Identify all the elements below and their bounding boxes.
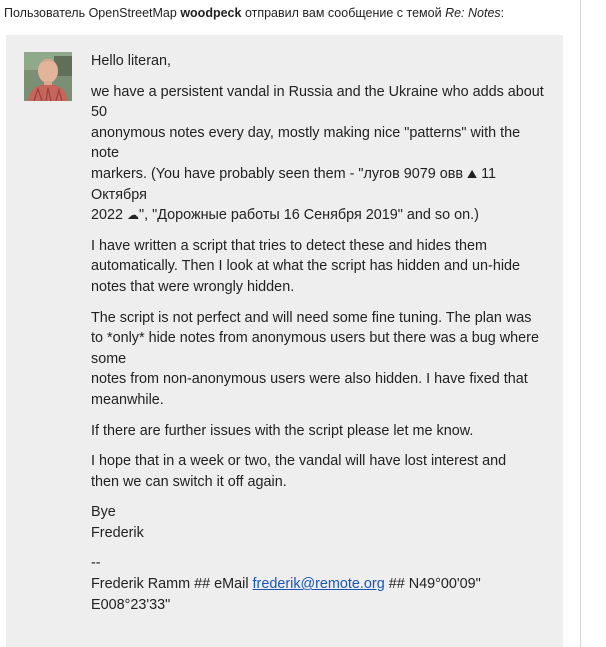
signature-email-link[interactable]: frederik@remote.org	[252, 576, 385, 593]
closing	[91, 502, 553, 543]
paragraph-vandal	[91, 82, 553, 226]
hut-icon: ⛰	[467, 166, 478, 181]
p3-line-1: The script is not perfect and will need some fine tuning. The plan was	[91, 309, 532, 326]
p3-line-3: some	[91, 350, 127, 367]
p2-line-2: automatically. Then I look at what the script has hidden and un-hide	[91, 258, 521, 275]
p1-year: 2022	[91, 207, 124, 224]
paragraph-bug	[91, 308, 553, 411]
p1-line-5-text: markers. (You have probably seen them - "лугов 9079 овв	[91, 165, 464, 182]
avatar	[24, 52, 72, 101]
sender-name: woodpeck	[180, 6, 242, 20]
intro-prefix: Пользователь OpenStreetMap	[4, 6, 177, 20]
paragraph-issues: If there are further issues with the script please let me know.	[91, 422, 474, 439]
signature-separator: --	[91, 555, 101, 572]
user-avatar-icon	[24, 52, 72, 101]
closing-name: Frederik	[91, 524, 144, 541]
p5-line-1: I hope that in a week or two, the vandal will have lost interest and	[91, 453, 507, 470]
right-divider	[580, 0, 581, 647]
p3-line-4: notes from non-anonymous users were also hidden. I have fixed that	[91, 371, 528, 388]
signature-line-1	[91, 574, 553, 595]
p1-line-1: we have a persistent vandal in Russia and the Ukraine who adds about	[91, 83, 544, 100]
message-subject: Re: Notes	[445, 6, 501, 20]
greeting: Hello literan,	[91, 53, 171, 69]
p1-line-7	[91, 205, 553, 226]
p1-day: 11	[481, 165, 497, 182]
p3-line-2: to *only* hide notes from anonymous users but there was a bug where	[91, 330, 539, 347]
p1-line-3: anonymous notes every day, mostly making nice "patterns" with the	[91, 124, 521, 141]
p2-line-1: I have written a script that tries to detect these and hides them	[91, 237, 487, 254]
p1-line-5	[91, 164, 553, 185]
intro-middle: отправил вам сообщение с темой	[244, 6, 442, 20]
p5-line-2: then we can switch it off again.	[91, 473, 287, 490]
message-body	[91, 51, 553, 625]
p1-line-6: Октября	[91, 186, 147, 203]
p3-line-5: meanwhile.	[91, 391, 164, 408]
rain-cloud-icon: ☁	[127, 208, 140, 223]
message-intro	[4, 5, 504, 21]
signature-name: Frederik Ramm ## eMail	[91, 576, 249, 593]
p2-line-3: notes that were wrongly hidden.	[91, 278, 295, 295]
intro-suffix: :	[500, 6, 505, 20]
signature-coords-2: E008°23'33"	[91, 596, 171, 613]
paragraph-hope	[91, 451, 553, 492]
p1-line-2: 50	[91, 104, 108, 121]
closing-bye: Bye	[91, 504, 116, 521]
p1-line-7-rest: ", "Дорожные работы 16 Сенября 2019" and so on.)	[139, 207, 479, 224]
paragraph-script	[91, 236, 553, 298]
signature-coords-1: ## N49°00'09"	[388, 576, 481, 593]
p1-line-4: note	[91, 145, 120, 162]
signature	[91, 553, 553, 615]
